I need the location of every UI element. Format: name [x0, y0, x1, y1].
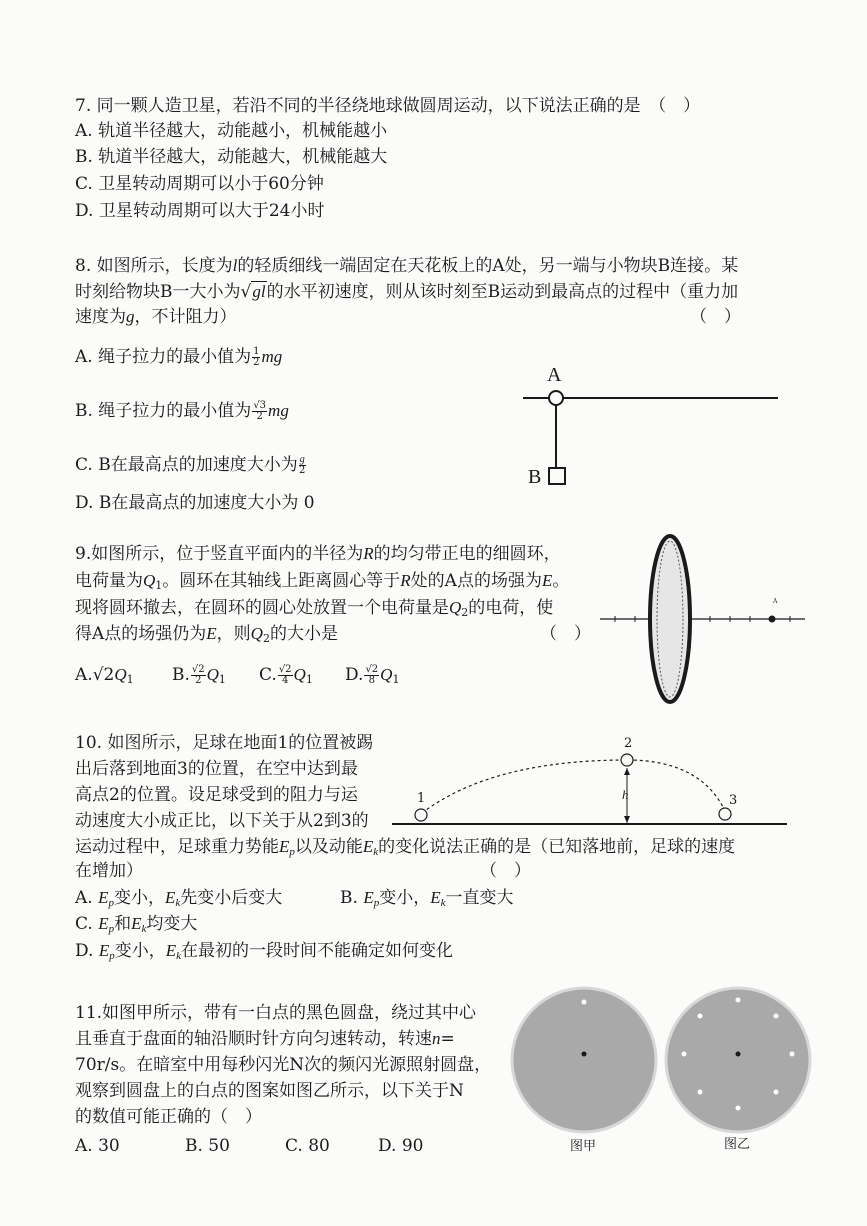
q10-point-2-label: 2: [624, 736, 633, 751]
q8-option-a: A. 绳子拉力的最小值为 $\frac{1}{2}$ mg: [75, 346, 283, 368]
q7-stem: 7. 同一颗人造卫星，若沿不同的半径绕地球做圆周运动，以下说法正确的是 （ ）: [75, 96, 701, 116]
q11-stem-line5: 的数值可能正确的（ ）: [75, 1107, 262, 1127]
q8-figure-label-b: B: [528, 466, 542, 488]
q10-stem-line6: 在增加）: [75, 861, 143, 881]
q10-stem-line4: 动速度大小成正比，以下关于从2到3的: [75, 811, 369, 831]
q9-option-a: $A.√2Q_1$: [75, 665, 134, 686]
q10-trajectory-figure: [392, 735, 787, 830]
q10-point-3-label: 3: [729, 793, 738, 808]
q9-option-d: D. $\frac{√2}{8}$ $Q_1$: [345, 664, 400, 686]
q8-option-c: C. B在最高点的加速度大小为 $\frac{g}{2}$: [75, 454, 306, 476]
q11-option-d: D. 90: [378, 1136, 424, 1156]
q9-answer-paren: （ ）: [540, 624, 591, 644]
q10-stem-line1: 10. 如图所示，足球在地面1的位置被踢: [75, 733, 374, 753]
q7-option-a: A. 轨道半径越大，动能越小，机械能越小: [75, 121, 388, 141]
q11-stem-line3: 70r/s。在暗室中用每秒闪光N次的频闪光源照射圆盘，: [75, 1055, 492, 1075]
q9-stem-line1: 9.如图所示，位于竖直平面内的半径为R的均匀带正电的细圆环，: [75, 544, 561, 564]
q11-stem-line2: 且垂直于盘面的轴沿顺时针方向匀速转动，转速n=: [75, 1029, 455, 1049]
q11-caption-jia: 图甲: [570, 1139, 597, 1154]
q9-figure-label-a: A: [773, 598, 778, 605]
q8-option-b: B. 绳子拉力的最小值为 $\frac{√3}{2}$ mg: [75, 400, 289, 422]
q9-option-c: C. $\frac{√2}{4}$ $Q_1$: [259, 664, 313, 686]
q10-height-label: h: [622, 787, 629, 802]
q10-stem-line5: 运动过程中，足球重力势能$E_p$以及动能$E_k$的变化说法正确的是（已知落地前，足球的速度: [75, 837, 736, 858]
q11-caption-yi: 图乙: [724, 1137, 751, 1152]
q11-option-b: B. 50: [185, 1136, 230, 1156]
q8-stem-line2: 时刻给物块B一大小为√gl的水平初速度，则从该时刻至B运动到最高点的过程中（重力加: [75, 282, 739, 302]
q9-stem-line2: 电荷量为$Q_1$。圆环在其轴线上距离圆心等于R处的A点的场强为E。: [75, 571, 570, 592]
q8-stem-line3: 速度为g，不计阻力）: [75, 307, 237, 327]
q10-answer-paren: （ ）: [480, 861, 531, 881]
q11-option-a: A. 30: [75, 1136, 120, 1156]
q9-option-b: B. $\frac{√2}{2}$ $Q_1$: [172, 664, 226, 686]
q8-answer-paren: （ ）: [690, 307, 741, 327]
q9-stem-line3: 现将圆环撤去，在圆环的圆心处放置一个电荷量是$Q_2$的电荷，使: [75, 598, 554, 619]
q10-point-1-label: 1: [417, 791, 426, 806]
q7-option-d: D. 卫星转动周期可以大于24小时: [75, 201, 325, 221]
q7-option-c: C. 卫星转动周期可以小于60分钟: [75, 174, 324, 194]
q8-figure-label-a: A: [547, 364, 562, 386]
q10-option-d: D. $E_p$变小，$E_k$在最初的一段时间不能确定如何变化: [75, 941, 454, 962]
q10-option-a: A. $E_p$变小，$E_k$先变小后变大: [75, 888, 283, 909]
q11-option-c: C. 80: [285, 1136, 330, 1156]
q7-option-b: B. 轨道半径越大，动能越大，机械能越大: [75, 147, 388, 167]
q10-option-b: B. $E_p$变小，$E_k$一直变大: [340, 888, 514, 909]
q9-stem-line4: 得A点的场强仍为E，则$Q_2$的大小是: [75, 624, 338, 645]
q11-stem-line1: 11.如图甲所示，带有一白点的黑色圆盘，绕过其中心: [75, 1003, 477, 1023]
q10-stem-line2: 出后落到地面3的位置，在空中达到最: [75, 759, 358, 779]
q10-stem-line3: 高点2的位置。设足球受到的阻力与运: [75, 785, 358, 805]
q10-option-c: C. $E_p$和$E_k$均变大: [75, 914, 198, 935]
q11-disk-figure-jia: [510, 986, 658, 1134]
q11-stem-line4: 观察到圆盘上的白点的图案如图乙所示，以下关于N: [75, 1081, 464, 1101]
q8-option-d: D. B在最高点的加速度大小为 0: [75, 493, 315, 513]
q11-disk-figure-yi: [664, 986, 812, 1134]
q8-stem-line1: 8. 如图所示，长度为l的轻质细线一端固定在天花板上的A处，另一端与小物块B连接。某: [75, 256, 739, 276]
q9-ring-figure: [600, 533, 805, 705]
